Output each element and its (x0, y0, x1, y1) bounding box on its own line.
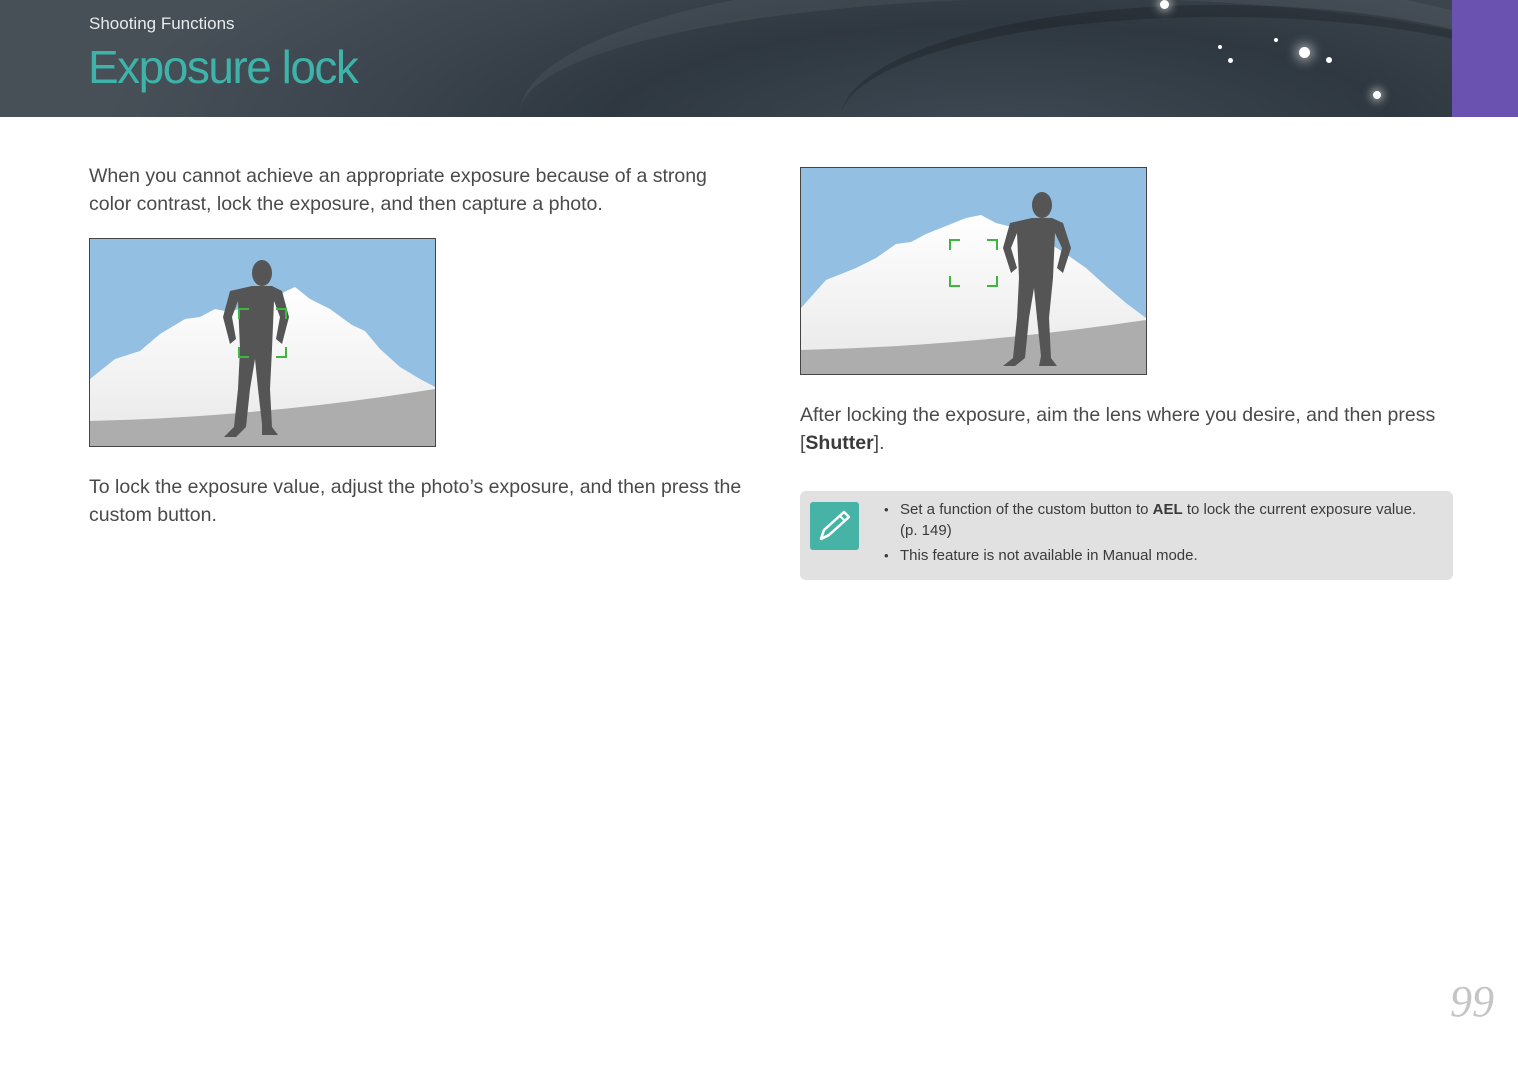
step-lock-paragraph: To lock the exposure value, adjust the photo’s exposure, and then press the custom button. (89, 476, 742, 526)
sparkle-dot (1299, 47, 1310, 58)
note-item-text: Set a function of the custom button to (900, 501, 1153, 518)
note-item (884, 545, 1424, 566)
ael-label: AEL (1152, 501, 1183, 518)
chapter-accent-tab (1452, 0, 1518, 117)
step-shutter-text-after: ]. (873, 432, 885, 454)
sparkle-dot (1228, 58, 1233, 63)
shutter-key-label: Shutter (805, 432, 874, 454)
sparkle-dot (1373, 91, 1381, 99)
intro-paragraph: When you cannot achieve an appropriate exposure because of a strong color contrast, lock the exposure, and then capture a photo. (89, 165, 707, 215)
sparkle-dot (1326, 57, 1332, 63)
note-list (884, 499, 1424, 570)
page-title: Exposure lock (88, 41, 358, 93)
sparkle-dot (1160, 0, 1169, 9)
step-shutter-text-before: After locking the exposure, aim the lens where you desire, and then press [ (800, 404, 1436, 454)
note-item-text: This feature is not available in Manual mode. (900, 547, 1198, 564)
sparkle-dot (1274, 38, 1278, 42)
example-photo-metering-subject (89, 238, 436, 447)
sparkle-dot (1218, 45, 1222, 49)
example-photo-recompose (800, 167, 1147, 375)
note-item-text-after: to lock the current exposure value. (p. 149) (900, 501, 1417, 539)
note-item (884, 499, 1424, 541)
page-number: 99 (1450, 977, 1494, 1026)
step-shutter-paragraph (800, 401, 1450, 457)
pen-note-icon (810, 502, 859, 550)
header-banner (0, 0, 1452, 117)
section-title: Shooting Functions (89, 14, 235, 33)
